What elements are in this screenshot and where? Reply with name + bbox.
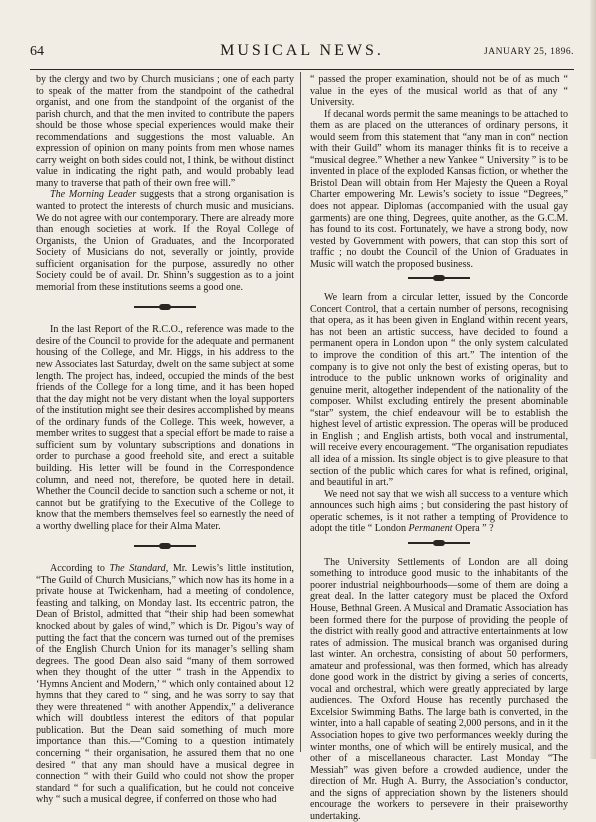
- section-divider-ornament: [36, 538, 294, 554]
- right-column: [310, 74, 568, 822]
- section-divider-ornament: [310, 270, 568, 286]
- left-paragraph-4: [36, 563, 294, 805]
- right-paragraph-4-lead: We need not say that we wish all success to a venture which announces such high aims ; but considering the past history of operatic schemes, is it not rather a tempting of Providence to adopt the title “ London: [310, 488, 568, 535]
- newspaper-name: The Morning Leader: [50, 189, 137, 201]
- page-number: 64: [30, 44, 44, 59]
- page-header: [30, 44, 574, 66]
- left-paragraph-4-text: , Mr. Lewis’s little institution, “The Guild of Church Musicians,” which now has its home in a private house at Twickenham, had a meeting of condolence, feasting and talking, on Monday last. Its eccentric patron, the Dean of Bristol, admitted that “their ship had been somewhat knocked about by gales of wind,” which is Dr. Pigou’s way of putting the fact that the concern was turned out of the premises of the English Church Union for its manager’s selling sham degrees. The good Dean also said “many of them sorrowed when they thought of the utter “ trash in the Appendix to ‘Hymns Ancient and Modern,’ “ which only contained about 12 hymns that they cared to “ sing, and he was sorry to say that they were threatened “ with another Appendix,” a deliverance which will doubtless interest the editors of that popular publication. But the Dean said something of much more importance than this.—“Coming to a question intimately concerning “ their organisation, he assured them that no one desired “ that any man should have a musical degree in connection “ with their Guild who could not show the proper standard “ for such a qualification, but he could not conceive why “ such a musical degree, if conferred on those who had: [36, 563, 294, 806]
- newspaper-name: The Standard: [109, 563, 166, 575]
- journal-title: MUSICAL NEWS.: [220, 42, 384, 59]
- column-divider: [300, 72, 301, 752]
- right-paragraph-4-text: Opera ” ?: [452, 523, 494, 535]
- section-divider-ornament: [310, 535, 568, 551]
- right-paragraph-3: We learn from a circular letter, issued by the Concorde Concert Control, that a certain number of persons, recognising that opera, as it has been given in England within recent years, has not been an artistic success, have decided to found a permanent opera in London upon “ the only system calculated to improve the condition of this art.” The intention of the company is to give not only the best of existing operas, but to introduce to the public unknown works of originality and genuine merit, altogether independent of the nationality of the composer. Whilst excluding entirely the present abominable “star” system, the chief endeavour will be to establish the highest level of artistic expression. The operas will be produced in English ; and English artists, both vocal and instrumental, will receive every encouragement. “The organisation repudiates all idea of a mission. Its single object is to give pleasure to that section of the public which cares for what is refined, original, and beautiful in art.”: [310, 292, 568, 489]
- left-paragraph-2-text: suggests that a strong organisation is wanted to protect the interests of church music and musicians. We do not agree with our contemporary. There are already more than enough societies at work. If the Royal College of Organists, the Union of Graduates, and the Incorporated Society of Musicians do not, severally or jointly, provide sufficient organisation for the purpose, assuredly no other Society could be of avail. Dr. Shinn’s suggestion as to a joint memorial from these institutions seems a good one.: [36, 189, 294, 293]
- emphasis-word: Permanent: [408, 523, 453, 535]
- left-paragraph-4-lead: According to: [50, 563, 110, 575]
- left-paragraph-3: In the last Report of the R.C.O., reference was made to the desire of the Council to provide for the adequate and permanent housing of the College, and Mr. Higgs, in his address to the new Associates last Saturday, dwelt on the same subject at some length. The project has, indeed, occupied the minds of the best friends of the College for a long time, and it has been hoped that the day might not be very distant when the loyal supporters of the institution might see their desires accomplished by means of the ordinary funds of the College. This week, however, a member writes to suggest that a special effort be made to raise a sufficient sum by voluntary subscriptions and donations in order to purchase a good freehold site, and erect a suitable building. His letter will be found in the Correspondence column, and need not, therefore, be quoted here in detail. Whether the Council decide to sanction such a scheme or not, it cannot but be gratifying to the Executive of the College to know that the members themselves feel so earnestly the need of a worthy dwelling place for their Alma Mater.: [36, 324, 294, 532]
- left-paragraph-2: [36, 189, 294, 293]
- header-rule: [30, 69, 574, 70]
- right-paragraph-5: The University Settlements of London are all doing something to introduce good music to the inhabitants of the poorer industrial neighbourhoods—some of them are doing a great deal. In the latter category must be placed the Oxford House, Bethnal Green. A Musical and Dramatic Association has been formed there for the purpose of providing the people of the district with really good and attractive entertainments at low rates of admission. The musical branch was organised during last winter. An orchestra, consisting of about 50 performers, amateur and professional, was then formed, which has already done good work in the district by giving a series of concerts, vocal and orchestral, which were greatly appreciated by large audiences. The Oxford House has recently purchased the Excelsior Swimming Baths. The large bath is converted, in the winter, into a hall capable of seating 2,000 persons, and in it the Association hopes to give two performances weekly during the winter months, one of which will be entirely musical, and the other of a miscellaneous character. Last Monday “The Messiah” was given before a crowded audience, under the direction of Mr. Hugh A. Burry, the Association’s conductor, and the signs of appreciation shown by the listeners should encourage the workers to persevere in their praiseworthy undertaking.: [310, 556, 568, 822]
- right-paragraph-2: If decanal words permit the same meanings to be attached to them as are placed on the utterances of ordinary persons, it would seem from this statement that “any man in con“ nection with their Guild” whom its manager thinks fit is to receive a “musical degree.” Whether a new Yankee “ University ” is to be invented in place of the exploded Kansas fiction, or whether the Bristol Dean will obtain from Her Majesty the Queen a Royal Charter empowering Mr. Lewis’s society to issue “Degrees,” does not appear. Diplomas (accompanied with the usual gay garments) are one thing, Degrees, quite another, as the G.C.M. has found to its cost. Fortunately, we have a strong body, now vested by Government with powers, that can stop this sort of traffic ; no doubt the Council of the Union of Graduates in Music will watch the proposed business.: [310, 108, 568, 270]
- left-paragraph-1: by the clergy and two by Church musicians ; one of each party to speak of the matter from the standpoint of the cathedral organist, and one from the standpoint of the organist of the parish church, and that the men invited to contribute the papers should be those whose special experiences would make their recommendations and suggestions the most valuable. An expression of opinion on many points from men whose names carry weight on both sides could not, I think, be without distinct value in indicating the right path, and would probably lead many to traverse that path of their own free will.”: [36, 74, 294, 189]
- issue-date: JANUARY 25, 1896.: [484, 47, 574, 57]
- right-paragraph-1: “ passed the proper examination, should not be of as much “ value in the eyes of the musical world as that of any “ University.: [310, 74, 568, 109]
- page-edge-shadow: [590, 0, 596, 759]
- left-column: [36, 74, 294, 806]
- section-divider-ornament: [36, 299, 294, 315]
- right-paragraph-4: [310, 489, 568, 535]
